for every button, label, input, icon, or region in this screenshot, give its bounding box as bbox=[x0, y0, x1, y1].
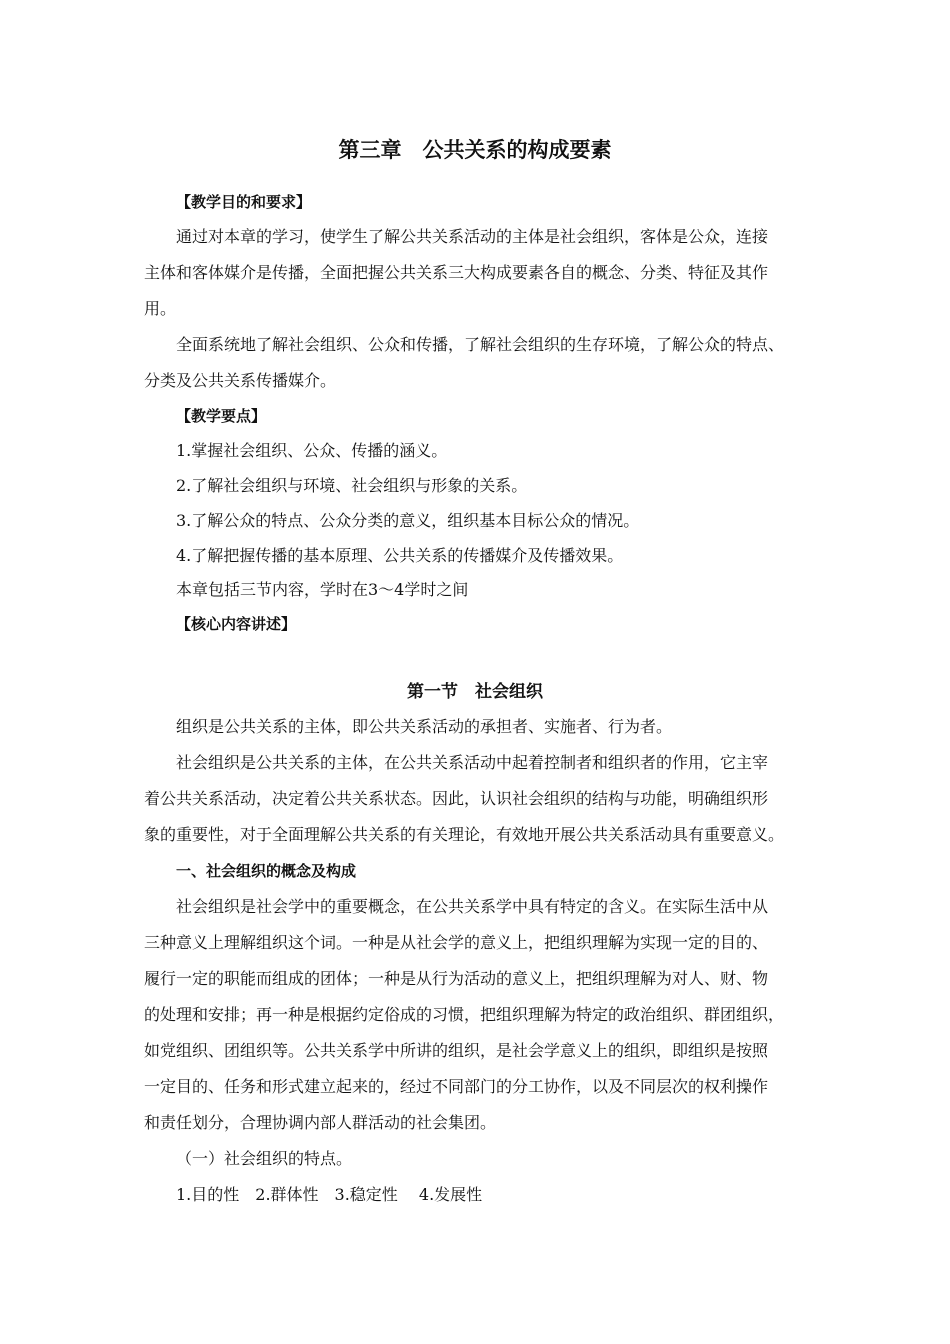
section-1-paragraph-2-line-3: 象的重要性，对于全面理解公共关系的有关理论，有效地开展公共关系活动具有重要意义。 bbox=[144, 825, 785, 844]
section-1-paragraph-3-line-2: 三种意义上理解组织这个词。一种是从社会学的意义上，把组织理解为实现一定的目的、 bbox=[144, 933, 769, 952]
keypoint-item-3: 3.了解公众的特点、公众分类的意义，组织基本目标公众的情况。 bbox=[176, 511, 640, 530]
section-1-paragraph-3-line-4: 的处理和安排；再一种是根据约定俗成的习惯，把组织理解为特定的政治组织、群团组织， bbox=[144, 1005, 785, 1024]
features-heading: （一）社会组织的特点。 bbox=[176, 1149, 353, 1168]
section-1-paragraph-3-line-7: 和责任划分，合理协调内部人群活动的社会集团。 bbox=[144, 1113, 497, 1132]
section-1-paragraph-3-line-1: 社会组织是社会学中的重要概念，在公共关系学中具有特定的含义。在实际生活中从 bbox=[176, 897, 769, 916]
keypoint-item-2: 2.了解社会组织与环境、社会组织与形象的关系。 bbox=[176, 476, 528, 495]
keypoint-item-4: 4.了解把握传播的基本原理、公共关系的传播媒介及传播效果。 bbox=[176, 546, 624, 565]
section-1-paragraph-3-line-5: 如党组织、团组织等。公共关系学中所讲的组织，是社会学意义上的组织，即组织是按照 bbox=[144, 1041, 769, 1060]
hours-note: 本章包括三节内容，学时在3～4学时之间 bbox=[176, 580, 469, 599]
section-1-paragraph-3-line-6: 一定目的、任务和形式建立起来的，经过不同部门的分工协作，以及不同层次的权利操作 bbox=[144, 1077, 769, 1096]
keypoints-heading: 【教学要点】 bbox=[176, 407, 267, 425]
objectives-paragraph-2-line-1: 全面系统地了解社会组织、公众和传播，了解社会组织的生存环境，了解公众的特点、 bbox=[176, 335, 785, 354]
objectives-paragraph-2-line-2: 分类及公共关系传播媒介。 bbox=[144, 371, 337, 390]
objectives-paragraph-1-line-2: 主体和客体媒介是传播，全面把握公共关系三大构成要素各自的概念、分类、特征及其作 bbox=[144, 263, 769, 282]
section-1-paragraph-2-line-2: 着公共关系活动，决定着公共关系状态。因此，认识社会组织的结构与功能，明确组织形 bbox=[144, 789, 769, 808]
section-1-title: 第一节 社会组织 bbox=[407, 682, 543, 702]
section-1-paragraph-2-line-1: 社会组织是公共关系的主体，在公共关系活动中起着控制者和组织者的作用，它主宰 bbox=[176, 753, 769, 772]
core-content-heading: 【核心内容讲述】 bbox=[176, 615, 297, 633]
features-list: 1.目的性 2.群体性 3.稳定性 4.发展性 bbox=[176, 1185, 483, 1204]
objectives-paragraph-1-line-3: 用。 bbox=[144, 299, 177, 318]
chapter-title: 第三章 公共关系的构成要素 bbox=[338, 138, 612, 162]
section-1-paragraph-1: 组织是公共关系的主体，即公共关系活动的承担者、实施者、行为者。 bbox=[176, 717, 673, 736]
subsection-1-heading: 一、社会组织的概念及构成 bbox=[176, 862, 357, 880]
keypoint-item-1: 1.掌握社会组织、公众、传播的涵义。 bbox=[176, 441, 448, 460]
objectives-paragraph-1-line-1: 通过对本章的学习，使学生了解公共关系活动的主体是社会组织，客体是公众，连接 bbox=[176, 227, 769, 246]
objectives-heading: 【教学目的和要求】 bbox=[176, 193, 312, 211]
section-1-paragraph-3-line-3: 履行一定的职能而组成的团体；一种是从行为活动的意义上，把组织理解为对人、财、物 bbox=[144, 969, 769, 988]
